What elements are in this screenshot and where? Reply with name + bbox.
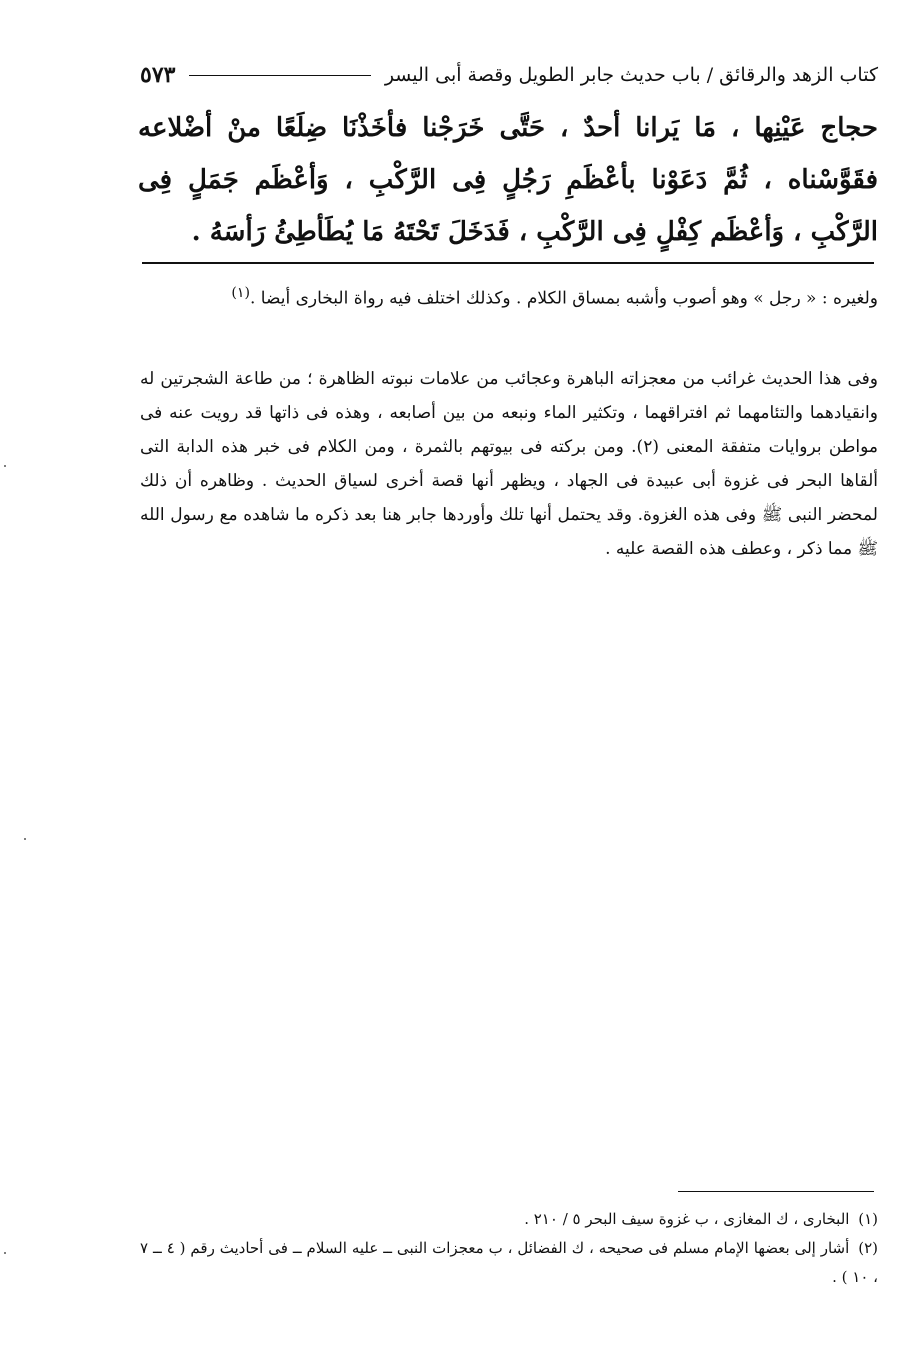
- footnote-number: (٢): [858, 1239, 878, 1257]
- footnote-1: [140, 1205, 878, 1234]
- scan-speck: [4, 465, 6, 467]
- header-rule: [189, 75, 370, 76]
- commentary-paragraph: [140, 362, 878, 566]
- footnote-number: (١): [858, 1210, 878, 1228]
- hadith-text: حجاج عَيْنِها ، مَا يَرانا أحدٌ ، حَتَّى خَرَجْنا فأخَذْنَا ضِلَعًا منْ أضْلاعه فقَوَّسْناه ، ثُمَّ دَعَوْنا بأعْظَمِ رَجُلٍ فِى الرَّكْبِ ، وَأعْظَم جَمَلٍ فِى الرَّكْبِ ، وَأعْظَم كِفْلٍ فِى الرَّكْبِ ، فَدَخَلَ تَحْتَهُ مَا يُطَأطِئُ رَأسَهُ .: [138, 113, 878, 247]
- footnote-ref-2: (٢): [636, 437, 659, 457]
- variant-note-text: ولغيره : « رجل » وهو أصوب وأشبه بمساق الكلام . وكذلك اختلف فيه رواة البخارى أيضا .: [250, 288, 878, 309]
- scan-speck: [24, 838, 26, 840]
- variant-note-marker: (١): [231, 285, 250, 301]
- scan-speck: [4, 1252, 6, 1254]
- commentary-part-1: وفى هذا الحديث غرائب من معجزاته الباهرة وعجائب من علامات نبوته الظاهرة ؛ من طاعة الشجرتين له وانقيادهما والتئامهما ثم افتراقهما ، وتكثير الماء ونبعه من بين أصابعه ، وهذه فى ذاتها قد رويت عنه فى مواطن بروايات متفقة المعنى: [140, 369, 878, 457]
- footnote-2: [140, 1234, 878, 1292]
- commentary-part-2: . ومن بركته فى بيوتهم بالثمرة ، ومن الكلام فى خبر هذه الدابة التى ألقاها البحر فى غزوة أبى عبيدة فى الجهاد ، ويظهر أنها قصة أخرى لسياق الحديث . وظاهره أن ذلك لمحضر النبى ﷺ وفى هذه الغزوة. وقد يحتمل أنها تلك وأوردها جابر هنا بعد ذكره ما شاهده مع رسول الله ﷺ مما ذكر ، وعطف هذه القصة عليه .: [140, 437, 878, 559]
- page-number: ٥٧٣: [140, 62, 176, 88]
- running-title: كتاب الزهد والرقائق / باب حديث جابر الطويل وقصة أبى اليسر: [384, 64, 878, 86]
- footnote-text: أشار إلى بعضها الإمام مسلم فى صحيحه ، ك الفضائل ، ب معجزات النبى ــ عليه السلام ــ فى أحاديث رقم ( ٤ ــ ٧ ، ١٠ ) .: [140, 1239, 878, 1286]
- footnotes: [140, 1205, 878, 1292]
- main-divider: [142, 262, 874, 264]
- footnote-text: البخارى ، ك المغازى ، ب غزوة سيف البحر ٥ / ٢١٠ .: [524, 1210, 850, 1228]
- variant-note: [140, 278, 878, 315]
- page-header: [140, 58, 878, 92]
- footnote-divider: [678, 1191, 874, 1192]
